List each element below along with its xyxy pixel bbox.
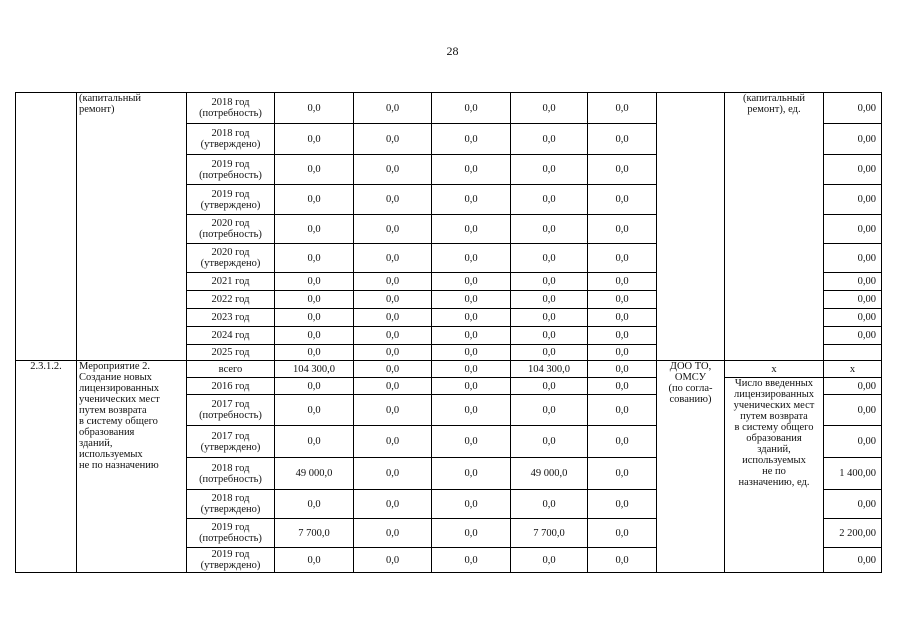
amount-cell: 0,0: [275, 378, 354, 395]
year-cell: 2018 год (утверждено): [187, 490, 275, 519]
row-number-cell: 2.3.1.2.: [16, 361, 77, 573]
amount-cell: 0,0: [354, 361, 432, 378]
amount-cell: 0,0: [588, 395, 657, 426]
amount-cell: 0,0: [511, 93, 588, 124]
amount-cell: 0,0: [588, 519, 657, 548]
target-value-cell: 0,00: [824, 426, 882, 458]
amount-cell: 0,0: [354, 395, 432, 426]
indicator-cell: Число введенных лицензированных ученических мест путем возврата в систему общего образования зданий, используемых не по назначению, ед.: [725, 378, 824, 573]
amount-cell: 49 000,0: [511, 458, 588, 490]
amount-cell: 0,0: [275, 185, 354, 215]
amount-cell: 0,0: [432, 155, 511, 185]
amount-cell: 0,0: [354, 426, 432, 458]
amount-cell: 0,0: [588, 361, 657, 378]
amount-cell: 0,0: [354, 327, 432, 345]
amount-cell: 0,0: [511, 273, 588, 291]
target-value-cell: 0,00: [824, 309, 882, 327]
year-cell: 2021 год: [187, 273, 275, 291]
amount-cell: 0,0: [588, 291, 657, 309]
amount-cell: 0,0: [354, 273, 432, 291]
measure-name-cell: (капитальный ремонт): [77, 93, 187, 361]
amount-cell: 0,0: [432, 490, 511, 519]
target-value-cell: 0,00: [824, 244, 882, 273]
year-cell: 2022 год: [187, 291, 275, 309]
amount-cell: 0,0: [432, 93, 511, 124]
amount-cell: 0,0: [511, 244, 588, 273]
amount-cell: 0,0: [511, 490, 588, 519]
amount-cell: 0,0: [354, 548, 432, 573]
amount-cell: 0,0: [354, 185, 432, 215]
amount-cell: 0,0: [275, 93, 354, 124]
amount-cell: 0,0: [275, 155, 354, 185]
amount-cell: 0,0: [275, 273, 354, 291]
amount-cell: 0,0: [354, 155, 432, 185]
amount-cell: 0,0: [511, 548, 588, 573]
amount-cell: 0,0: [588, 327, 657, 345]
amount-cell: 0,0: [511, 124, 588, 155]
amount-cell: 0,0: [432, 215, 511, 244]
amount-cell: 0,0: [588, 426, 657, 458]
program-table: [15, 92, 882, 573]
amount-cell: 0,0: [588, 458, 657, 490]
table-row: [16, 93, 882, 124]
amount-cell: 0,0: [432, 548, 511, 573]
amount-cell: 0,0: [511, 345, 588, 361]
amount-cell: 0,0: [432, 345, 511, 361]
amount-cell: 0,0: [432, 361, 511, 378]
executor-cell: ДОО ТО, ОМСУ (по согла- сованию): [657, 361, 725, 573]
amount-cell: 0,0: [275, 244, 354, 273]
amount-cell: 0,0: [511, 185, 588, 215]
amount-cell: 0,0: [511, 309, 588, 327]
executor-cell: [657, 93, 725, 361]
amount-cell: 0,0: [588, 273, 657, 291]
row-number-cell: [16, 93, 77, 361]
amount-cell: 0,0: [588, 345, 657, 361]
amount-cell: 0,0: [511, 395, 588, 426]
target-value-cell: 0,00: [824, 273, 882, 291]
amount-cell: 0,0: [432, 519, 511, 548]
amount-cell: 0,0: [432, 395, 511, 426]
amount-cell: 0,0: [588, 185, 657, 215]
year-cell: 2018 год (утверждено): [187, 124, 275, 155]
target-value-cell: 1 400,00: [824, 458, 882, 490]
amount-cell: 0,0: [354, 519, 432, 548]
amount-cell: 7 700,0: [511, 519, 588, 548]
amount-cell: 0,0: [588, 155, 657, 185]
amount-cell: 0,0: [432, 426, 511, 458]
amount-cell: 0,0: [511, 291, 588, 309]
year-cell: 2019 год (утверждено): [187, 185, 275, 215]
indicator-cell: x: [725, 361, 824, 378]
amount-cell: 0,0: [354, 124, 432, 155]
amount-cell: 104 300,0: [275, 361, 354, 378]
amount-cell: 0,0: [275, 548, 354, 573]
amount-cell: 0,0: [588, 244, 657, 273]
page-number: 28: [446, 44, 459, 58]
amount-cell: 0,0: [511, 378, 588, 395]
amount-cell: 0,0: [432, 185, 511, 215]
amount-cell: 0,0: [588, 93, 657, 124]
year-cell: 2020 год (утверждено): [187, 244, 275, 273]
amount-cell: 0,0: [354, 345, 432, 361]
amount-cell: 0,0: [588, 215, 657, 244]
amount-cell: 0,0: [511, 155, 588, 185]
target-value-cell: 0,00: [824, 93, 882, 124]
amount-cell: 49 000,0: [275, 458, 354, 490]
amount-cell: 0,0: [432, 458, 511, 490]
year-cell: 2018 год (потребность): [187, 458, 275, 490]
year-cell: 2019 год (утверждено): [187, 548, 275, 573]
target-value-cell: [824, 345, 882, 361]
year-cell: 2017 год (потребность): [187, 395, 275, 426]
target-value-cell: 0,00: [824, 490, 882, 519]
year-cell: 2024 год: [187, 327, 275, 345]
year-cell: 2020 год (потребность): [187, 215, 275, 244]
year-cell: всего: [187, 361, 275, 378]
amount-cell: 0,0: [275, 395, 354, 426]
table-row-total: [16, 361, 882, 378]
amount-cell: 0,0: [275, 215, 354, 244]
amount-cell: 0,0: [354, 458, 432, 490]
amount-cell: 0,0: [588, 309, 657, 327]
amount-cell: 0,0: [275, 426, 354, 458]
amount-cell: 0,0: [511, 215, 588, 244]
amount-cell: 0,0: [275, 490, 354, 519]
target-value-cell: 0,00: [824, 548, 882, 573]
amount-cell: 0,0: [432, 327, 511, 345]
amount-cell: 0,0: [354, 244, 432, 273]
amount-cell: 0,0: [275, 291, 354, 309]
amount-cell: 0,0: [511, 426, 588, 458]
year-cell: 2017 год (утверждено): [187, 426, 275, 458]
amount-cell: 0,0: [354, 378, 432, 395]
target-value-cell: 0,00: [824, 291, 882, 309]
year-cell: 2019 год (потребность): [187, 519, 275, 548]
target-value-cell: x: [824, 361, 882, 378]
amount-cell: 7 700,0: [275, 519, 354, 548]
target-value-cell: 0,00: [824, 215, 882, 244]
year-cell: 2018 год (потребность): [187, 93, 275, 124]
indicator-cell: (капитальный ремонт), ед.: [725, 93, 824, 361]
amount-cell: 0,0: [354, 309, 432, 327]
amount-cell: 0,0: [511, 327, 588, 345]
amount-cell: 104 300,0: [511, 361, 588, 378]
amount-cell: 0,0: [275, 124, 354, 155]
target-value-cell: 2 200,00: [824, 519, 882, 548]
target-value-cell: 0,00: [824, 155, 882, 185]
amount-cell: 0,0: [588, 124, 657, 155]
year-cell: 2019 год (потребность): [187, 155, 275, 185]
target-value-cell: 0,00: [824, 124, 882, 155]
amount-cell: 0,0: [275, 345, 354, 361]
amount-cell: 0,0: [432, 291, 511, 309]
amount-cell: 0,0: [588, 548, 657, 573]
amount-cell: 0,0: [432, 378, 511, 395]
target-value-cell: 0,00: [824, 395, 882, 426]
amount-cell: 0,0: [588, 490, 657, 519]
amount-cell: 0,0: [432, 309, 511, 327]
amount-cell: 0,0: [275, 309, 354, 327]
year-cell: 2016 год: [187, 378, 275, 395]
target-value-cell: 0,00: [824, 378, 882, 395]
amount-cell: 0,0: [354, 490, 432, 519]
amount-cell: 0,0: [354, 215, 432, 244]
amount-cell: 0,0: [432, 244, 511, 273]
amount-cell: 0,0: [588, 378, 657, 395]
target-value-cell: 0,00: [824, 327, 882, 345]
target-value-cell: 0,00: [824, 185, 882, 215]
amount-cell: 0,0: [354, 93, 432, 124]
amount-cell: 0,0: [432, 273, 511, 291]
year-cell: 2023 год: [187, 309, 275, 327]
amount-cell: 0,0: [275, 327, 354, 345]
amount-cell: 0,0: [354, 291, 432, 309]
year-cell: 2025 год: [187, 345, 275, 361]
amount-cell: 0,0: [432, 124, 511, 155]
measure-name-cell: Мероприятие 2. Создание новых лицензированных ученических мест путем возврата в систему общего образования зданий, используемых не по назначению: [77, 361, 187, 573]
